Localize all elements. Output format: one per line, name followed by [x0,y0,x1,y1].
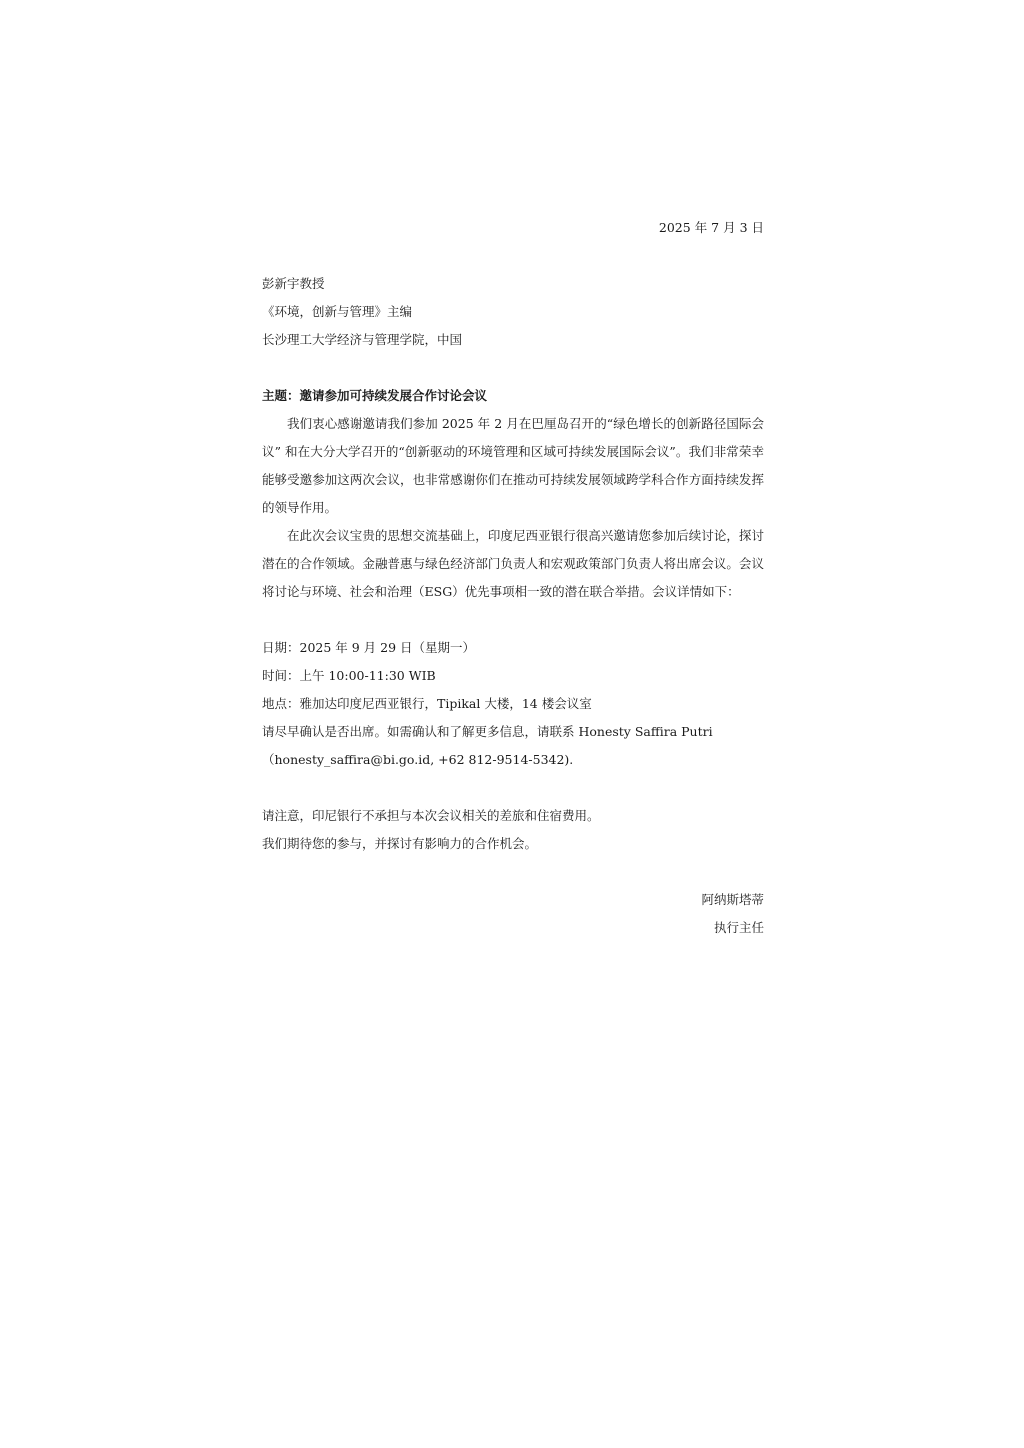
body-paragraph-1: 我们衷心感谢邀请我们参加 2025 年 2 月在巴厘岛召开的“绿色增长的创新路径国际会议” 和在大分大学召开的“创新驱动的环境管理和区域可持续发展国际会议”。我们非常荣幸能够受邀参加这两次会议，也非常感谢你们在推动可持续发展领域跨学科合作方面持续发挥的领导作用。 [262,416,764,515]
spacer [262,858,764,886]
expense-note: 请注意，印尼银行不承担与本次会议相关的差旅和住宿费用。 [262,808,600,823]
contact-info: 请尽早确认是否出席。如需确认和了解更多信息，请联系 Honesty Saffira Putri [262,724,713,739]
signature-name: 阿纳斯塔蒂 [701,892,764,907]
letter-date: 2025 年 7 月 3 日 [658,220,764,235]
contact-details: （honesty_saffira@bi.go.id, +62 812-9514-5342). [262,752,574,767]
recipient-title: 《环境，创新与管理》主编 [262,304,413,319]
spacer [262,606,764,634]
meeting-location: 地点：雅加达印度尼西亚银行，Tipikal 大楼，14 楼会议室 [262,696,592,711]
meeting-date: 日期：2025 年 9 月 29 日（星期一） [262,640,476,655]
letter-subject: 主题：邀请参加可持续发展合作讨论会议 [262,388,488,403]
letter [262,214,764,942]
recipient-name: 彭新宇教授 [262,276,325,291]
closing-line: 我们期待您的参与，并探讨有影响力的合作机会。 [262,836,538,851]
spacer [262,774,764,802]
signature-title: 执行主任 [713,920,764,935]
body-paragraph-2: 在此次会议宝贵的思想交流基础上，印度尼西亚银行很高兴邀请您参加后续讨论，探讨潜在的合作领域。金融普惠与绿色经济部门负责人和宏观政策部门负责人将出席会议。会议将讨论与环境、社会和治理（ESG）优先事项相一致的潜在联合举措。会议详情如下： [262,528,764,599]
spacer [262,354,764,382]
recipient-affiliation: 长沙理工大学经济与管理学院，中国 [262,332,463,347]
meeting-time: 时间：上午 10:00-11:30 WIB [262,668,436,683]
